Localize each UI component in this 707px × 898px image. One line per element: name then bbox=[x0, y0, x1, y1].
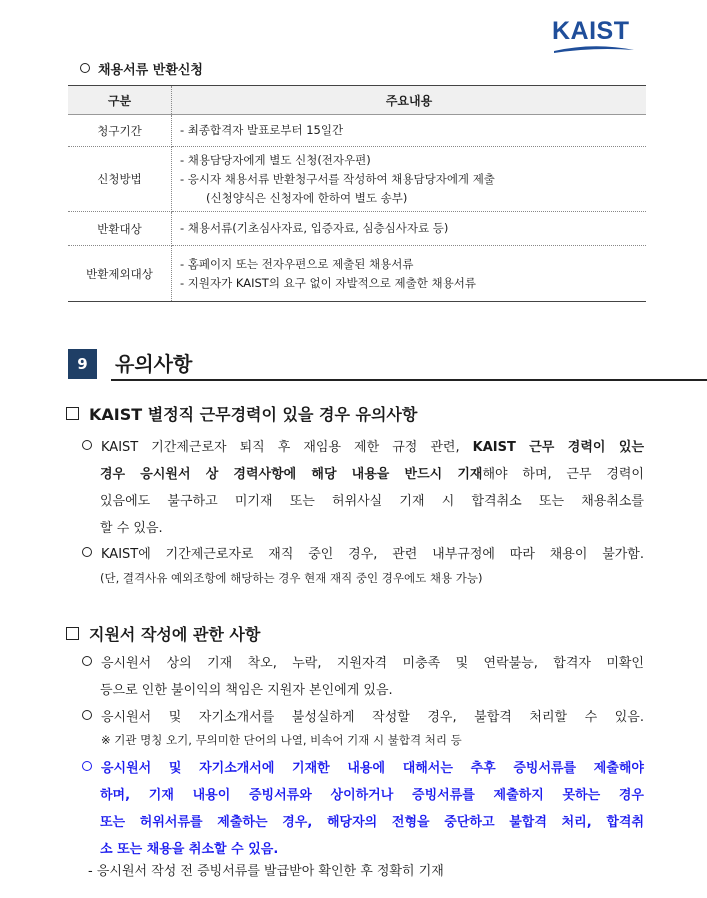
application-heading: 지원서 작성에 관한 사항 bbox=[66, 622, 260, 645]
row-text: - 최종합격자 발표로부터 15일간 bbox=[180, 123, 344, 137]
return-section-heading: 채용서류 반환신청 bbox=[80, 59, 203, 78]
table-row bbox=[68, 147, 646, 212]
section-number-badge: 9 bbox=[68, 349, 97, 379]
circle-bullet-icon bbox=[80, 63, 90, 73]
circle-bullet-icon bbox=[82, 547, 92, 557]
row-text: - 응시자 채용서류 반환청구서를 작성하여 채용담당자에게 제출 bbox=[180, 171, 495, 186]
table-row bbox=[68, 115, 646, 147]
table-row bbox=[68, 246, 646, 302]
application-item-3: 응시원서 및 자기소개서에 기재한 내용에 대해서는 추후 증빙서류를 제출해야 하며, 기재 내용이 증빙서류와 상이하거나 증빙서류를 제출하지 못하는 경우 또는 허위서류를 제출하는 경우, 해당자의 전형을 중단하고 불합격 처리, 합격취 소 또는 채용을 취소할 수 있음. bbox=[82, 755, 644, 863]
application-note: ※ 기관 명칭 오기, 무의미한 단어의 나열, 비속어 기재 시 불합격 처리 등 bbox=[101, 733, 462, 747]
logo-text: KAIST bbox=[552, 17, 630, 45]
row-label: 반환대상 bbox=[68, 212, 172, 246]
row-text: (신청양식은 신청자에 한하여 별도 송부) bbox=[206, 190, 408, 205]
section-title: 유의사항 bbox=[115, 352, 193, 376]
square-bullet-icon bbox=[66, 627, 79, 640]
header-content: 주요내용 bbox=[172, 86, 647, 115]
row-text: - 채용담당자에게 별도 신청(전자우편) bbox=[180, 152, 371, 167]
table-header-row bbox=[68, 86, 646, 115]
return-table bbox=[68, 85, 646, 302]
circle-bullet-icon bbox=[82, 761, 92, 771]
row-label: 신청방법 bbox=[68, 147, 172, 212]
table-row bbox=[68, 212, 646, 246]
circle-bullet-icon bbox=[82, 440, 92, 450]
kaist-logo bbox=[552, 17, 636, 50]
application-item-2: 응시원서 및 자기소개서를 불성실하게 작성할 경우, 불합격 처리할 수 있음. bbox=[82, 704, 644, 731]
kaist-career-item-1: KAIST 기간제근로자 퇴직 후 재임용 제한 규정 관련, KAIST 근무 경력이 있는 경우 응시원서 상 경력사항에 해당 내용을 반드시 기재해야 하며, 근무 경력이 있음에도 불구하고 미기재 또는 허위사실 기재 시 합격취소 또는 채용취소를 할 수 있음. bbox=[82, 434, 644, 542]
header-category: 구분 bbox=[68, 86, 172, 115]
kaist-career-note: (단, 결격사유 예외조항에 해당하는 경우 현재 재직 중인 경우에도 채용 가능) bbox=[100, 571, 483, 585]
application-item-1: 응시원서 상의 기재 착오, 누락, 지원자격 미충족 및 연락불능, 합격자 미확인 등으로 인한 불이익의 책임은 지원자 본인에게 있음. bbox=[82, 650, 644, 704]
row-text: - 지원자가 KAIST의 요구 없이 자발적으로 제출한 채용서류 bbox=[180, 275, 476, 290]
section-divider bbox=[111, 379, 707, 381]
circle-bullet-icon bbox=[82, 710, 92, 720]
row-text: - 채용서류(기초심사자료, 입증자료, 심층심사자료 등) bbox=[180, 221, 449, 235]
square-bullet-icon bbox=[66, 407, 79, 420]
row-text: - 홈페이지 또는 전자우편으로 제출된 채용서류 bbox=[180, 256, 414, 271]
kaist-career-item-2: KAIST에 기간제근로자로 재직 중인 경우, 관련 내부규정에 따라 채용이 불가함. bbox=[82, 541, 644, 568]
circle-bullet-icon bbox=[82, 656, 92, 666]
row-label: 청구기간 bbox=[68, 115, 172, 147]
row-label: 반환제외대상 bbox=[68, 246, 172, 302]
kaist-career-heading: KAIST 별정직 근무경력이 있을 경우 유의사항 bbox=[66, 402, 417, 425]
logo-swoosh-icon bbox=[552, 44, 636, 54]
application-sub-item: - 응시원서 작성 전 증빙서류를 발급받아 확인한 후 정확히 기재 bbox=[88, 864, 444, 879]
